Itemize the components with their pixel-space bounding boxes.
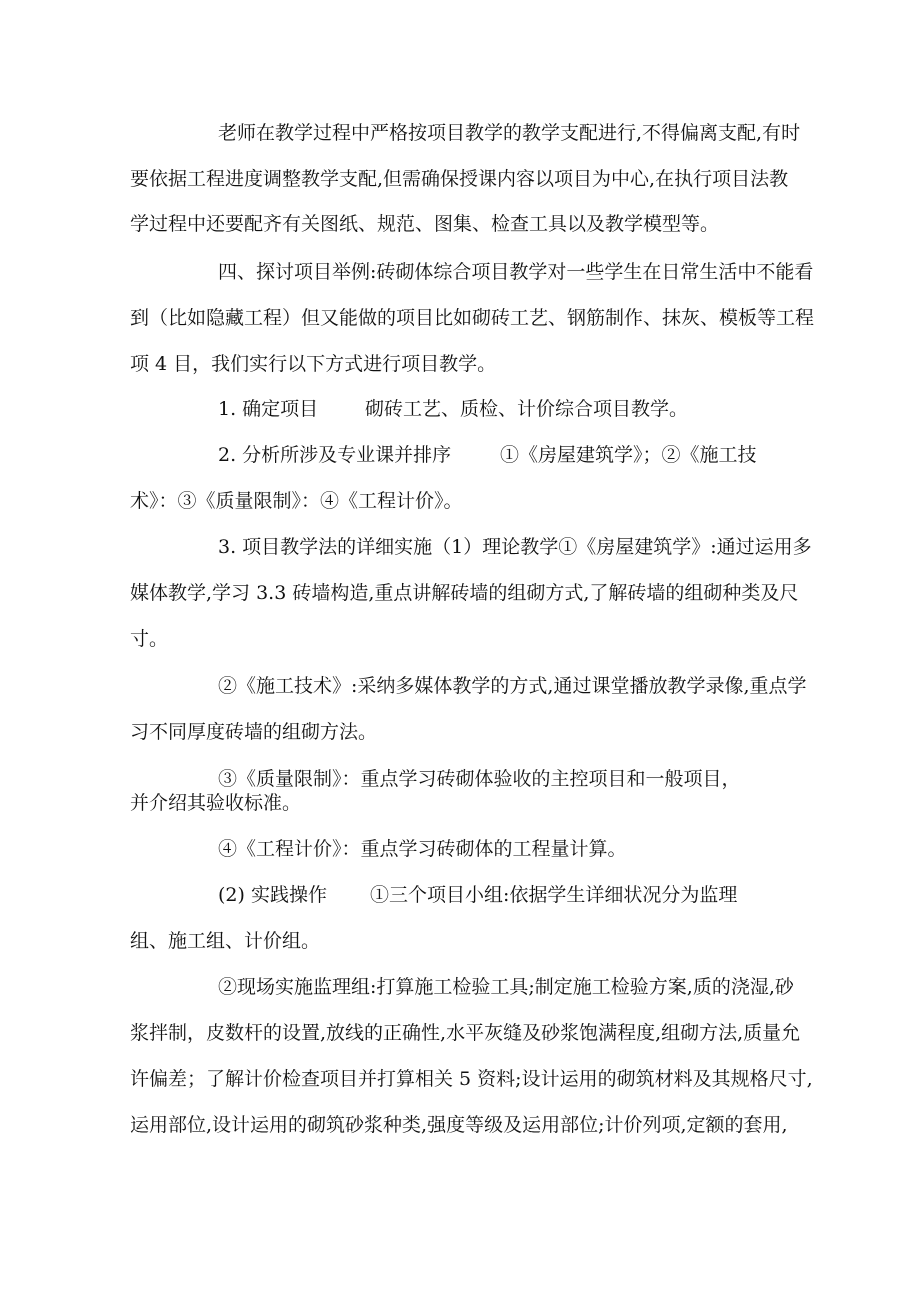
- text-line: 老师在教学过程中严格按项目教学的教学支配进行,不得偏离支配,有时: [218, 122, 801, 144]
- text-line: ①三个项目小组:依据学生详细状况分为监理: [370, 884, 738, 906]
- text-line: 四、探讨项目举例:砖砌体综合项目教学对一些学生在日常生活中不能看: [218, 261, 814, 283]
- text-line: 习不同厚度砖墙的组砌方法。: [130, 721, 378, 743]
- text-line: 浆拌制，皮数杆的设置,放线的正确性,水平灰缝及砂浆饱满程度,组砌方法,质量允: [130, 1022, 801, 1044]
- text-line: ②现场实施监理组:打算施工检验工具;制定施工检验方案,质的浇湿,砂: [218, 976, 794, 998]
- text-line: ④《工程计价》：重点学习砖砌体的工程量计算。: [218, 838, 627, 860]
- text-line: 学过程中还要配齐有关图纸、规范、图集、检查工具以及教学模型等。: [130, 213, 720, 235]
- text-line: 许偏差；了解计价检查项目并打算相关 5 资料;设计运用的砌筑材料及其规格尺寸,: [130, 1068, 813, 1090]
- text-line: 寸。: [130, 628, 169, 650]
- text-line: 项 4 目，我们实行以下方式进行项目教学。: [130, 353, 497, 375]
- text-line: 并介绍其验收标准。: [130, 792, 302, 814]
- text-line: 砌砖工艺、质检、计价综合项目教学。: [365, 398, 689, 420]
- text-line: 运用部位,设计运用的砌筑砂浆种类,强度等级及运用部位;计价列项,定额的套用,: [130, 1114, 788, 1136]
- text-line: 3. 项目教学法的详细实施（1）理论教学①《房屋建筑学》:通过运用多: [218, 536, 812, 558]
- text-line: ①《房屋建筑学》；②《施工技: [500, 444, 757, 466]
- text-line: 术》：③《质量限制》：④《工程计价》。: [130, 490, 463, 512]
- text-line: (2) 实践操作: [218, 884, 327, 906]
- text-line: ②《施工技术》:采纳多媒体教学的方式,通过课堂播放教学录像,重点学: [218, 675, 807, 697]
- text-line: 2. 分析所涉及专业课并排序: [218, 444, 452, 466]
- text-line: ③《质量限制》：重点学习砖砌体验收的主控项目和一般项目，: [218, 768, 741, 790]
- text-line: 1. 确定项目: [218, 398, 319, 420]
- text-line: 媒体教学,学习 3.3 砖墙构造,重点讲解砖墙的组砌方式,了解砖墙的组砌种类及尺: [130, 582, 799, 604]
- text-line: 到（比如隐藏工程）但又能做的项目比如砌砖工艺、钢筋制作、抹灰、模板等工程: [130, 307, 815, 329]
- text-line: 要依据工程进度调整教学支配,但需确保授课内容以项目为中心,在执行项目法教: [130, 168, 789, 190]
- text-line: 组、施工组、计价组。: [130, 930, 321, 952]
